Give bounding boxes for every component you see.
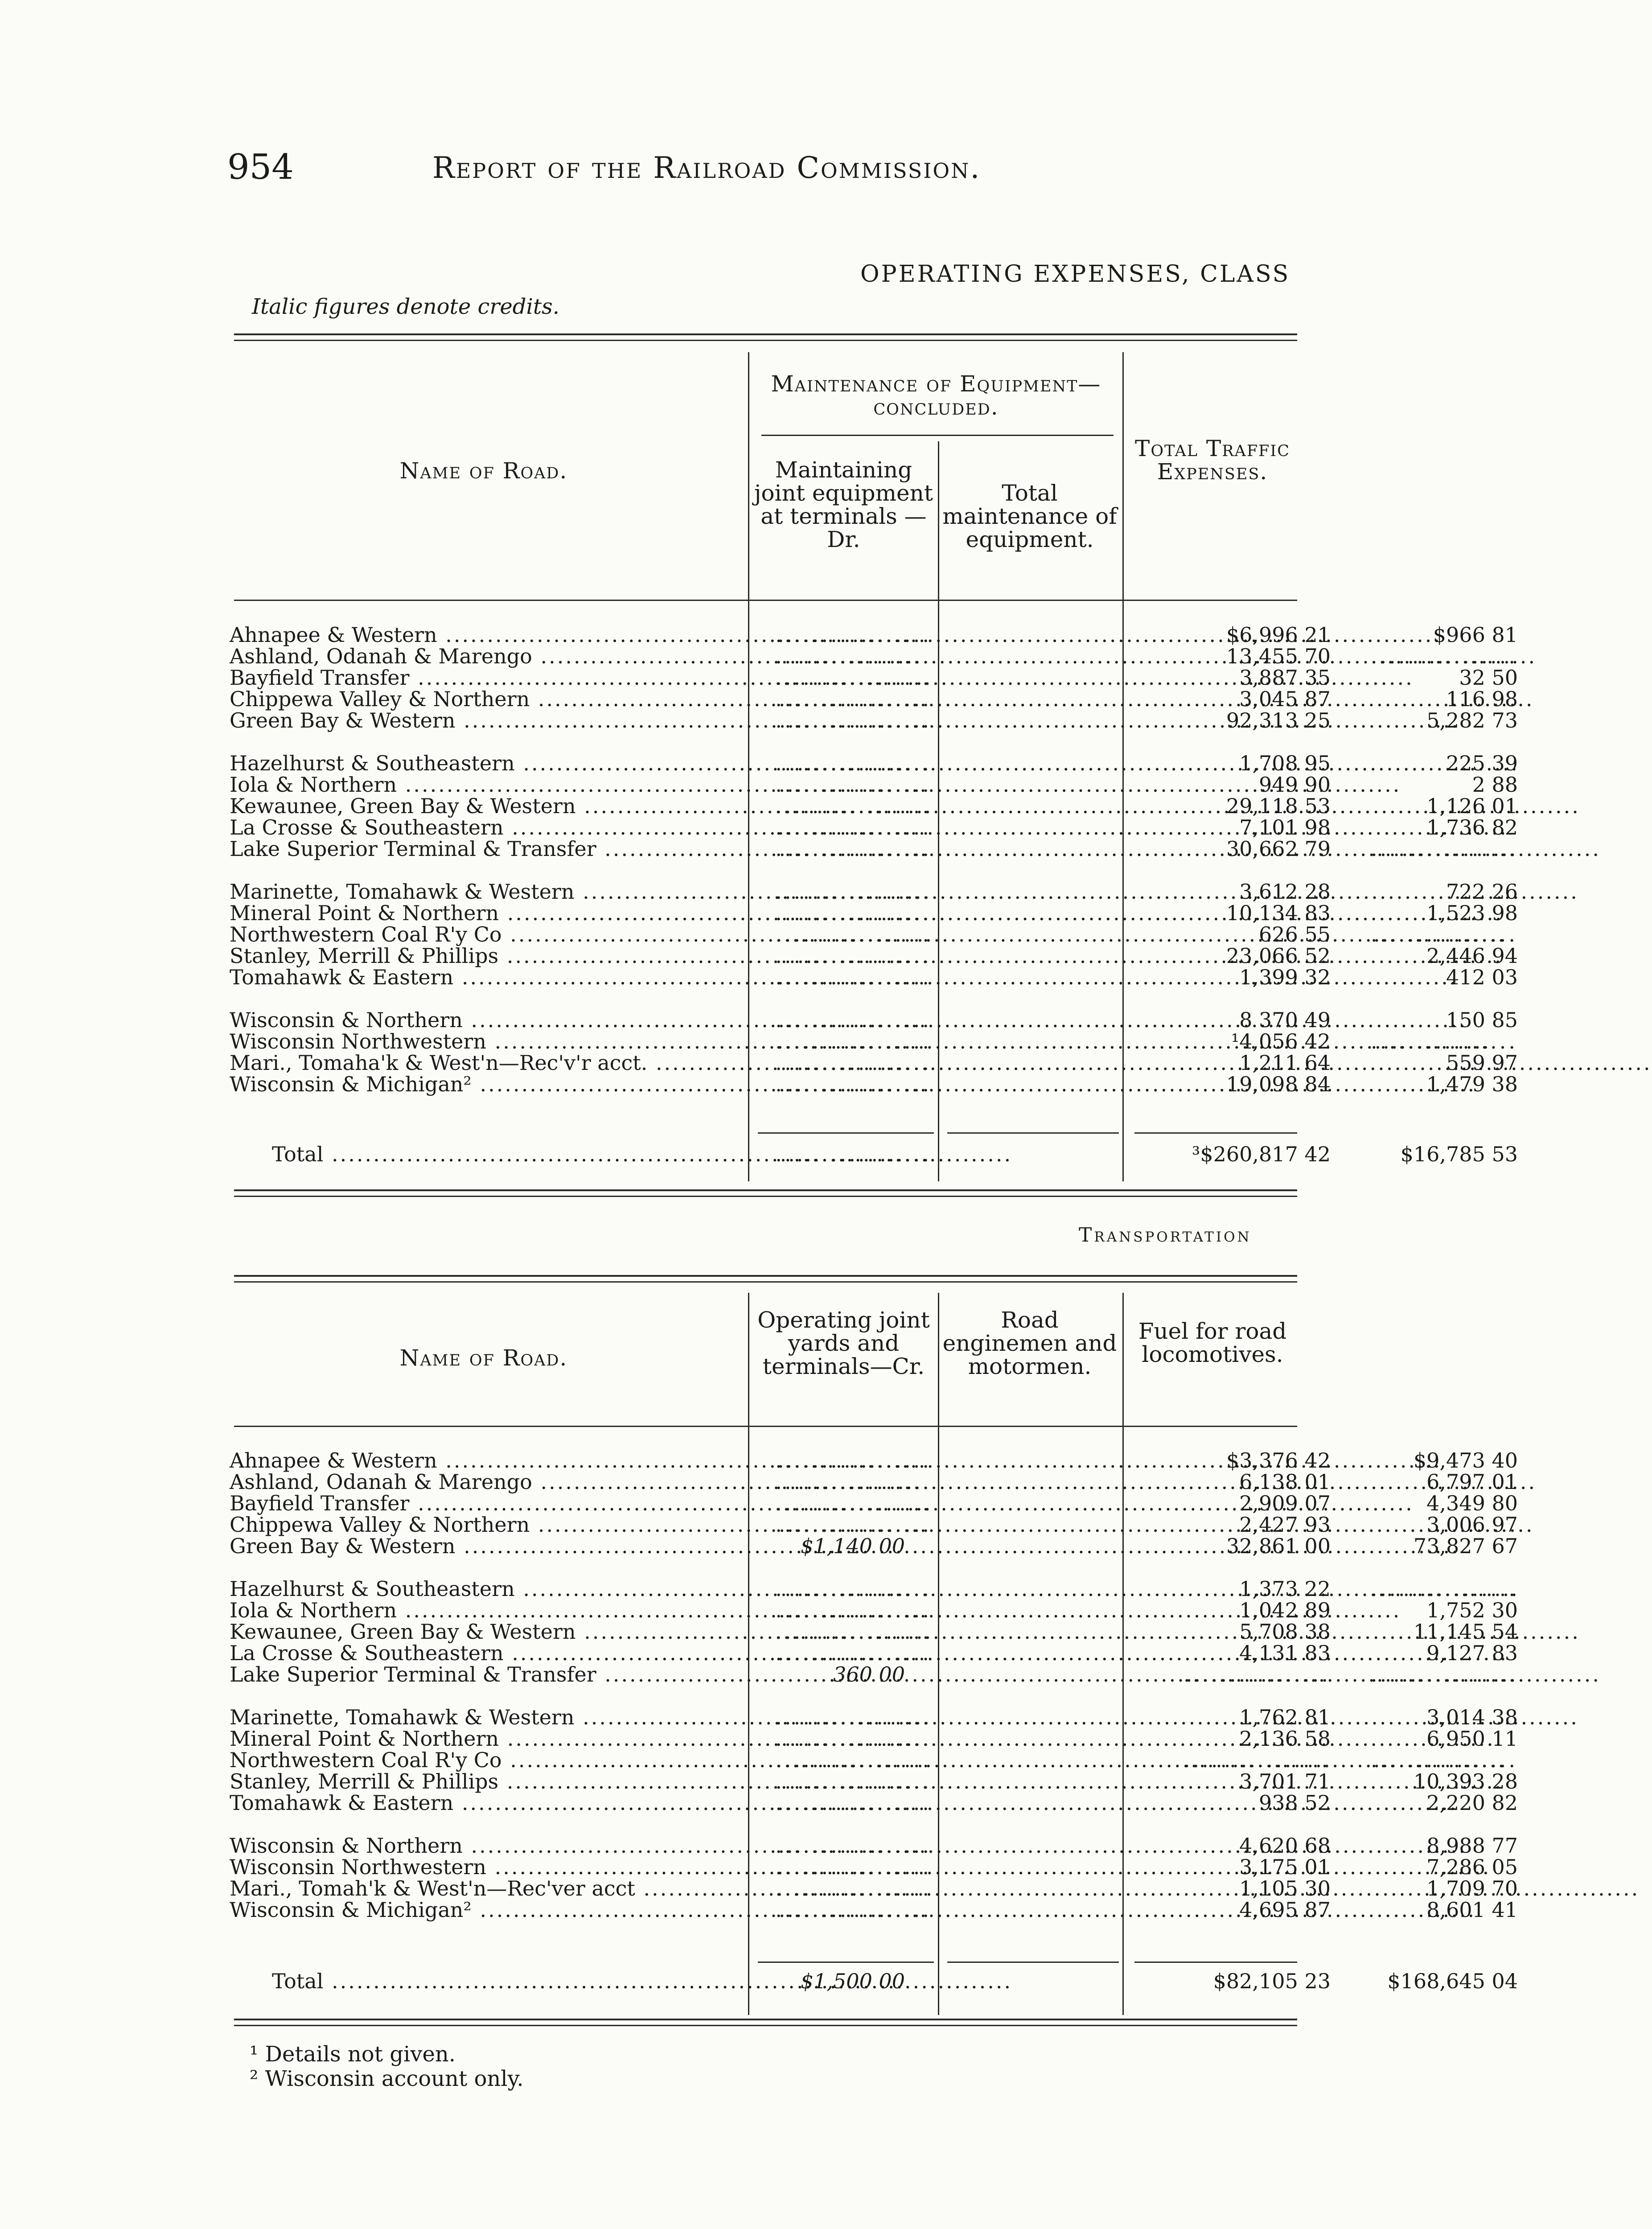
- table1-sum-rule-1: [758, 1132, 934, 1134]
- road-name: Green Bay & Western .....: [230, 1535, 749, 1557]
- col3-cell: ................: [1371, 922, 1518, 946]
- road-name: Tomahawk & Eastern .....: [230, 966, 749, 988]
- table-row: [230, 1748, 1518, 1772]
- col2-cell: 1,762 81: [1239, 1705, 1331, 1729]
- road-name: Iola & Northern .....: [230, 774, 749, 795]
- col1-cell: .................: [775, 1620, 932, 1644]
- col1-cell: .................: [775, 815, 932, 839]
- col1-cell: .................: [775, 751, 932, 775]
- table1-bottom-rule-2: [234, 1196, 1297, 1197]
- col1-cell: .................: [775, 773, 932, 797]
- col1-cell: .................: [775, 1072, 932, 1096]
- road-name: Kewaunee, Green Bay & Western .....: [230, 795, 749, 817]
- col2-cell: 3,175 01: [1239, 1855, 1331, 1879]
- col3-cell: 1,523 98: [1426, 901, 1518, 925]
- col2-cell: 30,662 79: [1226, 837, 1331, 861]
- col2-cell: ................: [1184, 1662, 1331, 1686]
- road-name: Northwestern Coal R'y Co .....: [230, 924, 749, 945]
- road-name: Stanley, Merrill & Phillips .....: [230, 1771, 749, 1792]
- col1-cell: .................: [775, 666, 932, 690]
- row-gap: [230, 731, 1313, 753]
- road-name: Kewaunee, Green Bay & Western .....: [230, 1621, 749, 1642]
- col2-cell: 1,373 22: [1239, 1577, 1331, 1601]
- col1-cell: .................: [775, 901, 932, 925]
- table-row: [230, 1577, 1518, 1601]
- total-label: Total .....: [230, 1143, 749, 1165]
- table2-top-rule: [234, 1275, 1297, 1277]
- road-name: Mari., Tomaha'k & West'n—Rec'v'r acct. .....: [230, 1052, 749, 1073]
- table-row: [230, 1876, 1518, 1900]
- col1-cell: .................: [775, 837, 932, 861]
- col2-cell: 5,708 38: [1239, 1620, 1331, 1644]
- col2-cell: $6,996 21: [1226, 623, 1331, 647]
- table2-header-rule: [234, 1426, 1297, 1427]
- table1-total: [230, 1142, 1518, 1166]
- col3-cell: ................: [1371, 837, 1518, 861]
- col1-cell: .................: [775, 1727, 932, 1751]
- table2-header-col2: Road enginemen and motormen.: [942, 1307, 1117, 1379]
- col1-cell: .................: [775, 1491, 932, 1515]
- footnote-1: ¹ Details not given.: [250, 2042, 456, 2067]
- col3-cell: 6,950 11: [1426, 1727, 1518, 1751]
- col3-cell: 3,006 97: [1426, 1513, 1518, 1537]
- col3-cell: 1,709 70: [1426, 1876, 1518, 1900]
- col1-cell: .................: [775, 880, 932, 904]
- col1-cell: .................: [775, 1641, 932, 1665]
- col2-cell: 949 90: [1259, 773, 1331, 797]
- col2-cell: 23,066 52: [1226, 944, 1331, 968]
- table-row: [230, 1534, 1518, 1558]
- table-row: [230, 880, 1518, 904]
- col1-cell: .................: [775, 1513, 932, 1537]
- row-gap: [230, 988, 1313, 1009]
- col2-cell: 32,861 00: [1226, 1534, 1331, 1558]
- table2-bottom-rule-2: [234, 2025, 1297, 2026]
- road-name: Bayfield Transfer .....: [230, 667, 749, 688]
- col2-cell: 4,620 68: [1239, 1834, 1331, 1858]
- col2-cell: 3,887 35: [1239, 666, 1331, 690]
- table1-header-group: Maintenance of Equipment—concluded.: [771, 371, 1101, 420]
- table1-header-rule: [234, 600, 1297, 601]
- road-name: Hazelhurst & Southeastern .....: [230, 753, 749, 774]
- col1-cell: .................: [775, 1898, 932, 1922]
- col1-cell: .................: [775, 644, 932, 668]
- table2-sum-rule-3: [1134, 1962, 1297, 1963]
- road-name: Ashland, Odanah & Marengo .....: [230, 646, 749, 667]
- table2-bottom-rule: [234, 2019, 1297, 2020]
- table2-total: [230, 1969, 1518, 1993]
- total-row: [230, 1142, 1518, 1166]
- col3-cell: 1,479 38: [1426, 1072, 1518, 1096]
- table2-sum-rule-2: [947, 1962, 1119, 1963]
- col1-cell: .................: [775, 1705, 932, 1729]
- col3-cell: ................: [1371, 1748, 1518, 1772]
- table-row: [230, 1662, 1518, 1686]
- col2-cell: 4,695 87: [1239, 1898, 1331, 1922]
- table-row: [230, 1620, 1518, 1644]
- col2-cell: 6,138 01: [1239, 1470, 1331, 1494]
- road-name: Mineral Point & Northern .....: [230, 1728, 749, 1749]
- page-number: 954: [227, 147, 294, 187]
- table1-body: [230, 623, 1518, 1096]
- col3-cell: ................: [1371, 1029, 1518, 1053]
- col3-cell: 2,220 82: [1426, 1791, 1518, 1815]
- road-name: Tomahawk & Eastern .....: [230, 1792, 749, 1814]
- col1-cell: .................: [775, 1448, 932, 1472]
- footnote-2: ² Wisconsin account only.: [250, 2066, 524, 2091]
- total-label: Total .....: [230, 1970, 749, 1992]
- col3-cell: 3,014 38: [1426, 1705, 1518, 1729]
- table-row: [230, 1791, 1518, 1815]
- road-name: Chippewa Valley & Northern .....: [230, 688, 749, 710]
- col3-cell: ................: [1371, 1577, 1518, 1601]
- road-name: Stanley, Merrill & Phillips .....: [230, 945, 749, 966]
- table-row: [230, 1727, 1518, 1751]
- col3-cell: $9,473 40: [1413, 1448, 1518, 1472]
- col3-cell: 9,127 83: [1426, 1641, 1518, 1665]
- col2-cell: 1,708 95: [1239, 751, 1331, 775]
- col1-cell: .................: [775, 1876, 932, 1900]
- table1-top-rule-2: [234, 340, 1297, 341]
- col3-cell: 2 88: [1472, 773, 1518, 797]
- road-name: Marinette, Tomahawk & Western .....: [230, 881, 749, 902]
- col3-cell: 10,393 28: [1413, 1769, 1518, 1793]
- table-row: [230, 1072, 1518, 1096]
- table1-group-rule: [761, 435, 1114, 436]
- col2-cell: 2,909 07: [1239, 1491, 1331, 1515]
- col2-cell: 3,612 28: [1239, 880, 1331, 904]
- col3-cell: 2,446 94: [1426, 944, 1518, 968]
- col3-cell: 6,797 01: [1426, 1470, 1518, 1494]
- table-row: [230, 1705, 1518, 1729]
- col1-cell: .................: [775, 623, 932, 647]
- row-gap: [230, 860, 1313, 881]
- table-row: [230, 1491, 1518, 1515]
- col3-cell: ................: [1371, 644, 1518, 668]
- road-name: Marinette, Tomahawk & Western .....: [230, 1707, 749, 1728]
- col1-cell: .................: [775, 965, 932, 989]
- row-gap: [230, 1557, 1313, 1578]
- col1-cell: 360 00: [833, 1662, 905, 1686]
- col3-cell: 11,145 54: [1413, 1620, 1518, 1644]
- col1-cell: .................: [775, 1142, 932, 1166]
- table2-header-col3: Fuel for road locomotives.: [1138, 1318, 1287, 1367]
- col3-cell: 4,349 80: [1426, 1491, 1518, 1515]
- section-transportation: Transportation: [1079, 1224, 1252, 1246]
- col2-total: $82,105 23: [1213, 1969, 1331, 1993]
- col3-cell: 32 50: [1459, 666, 1518, 690]
- table-row: [230, 794, 1518, 818]
- table2-top-rule-2: [234, 1281, 1297, 1283]
- table-row: [230, 773, 1518, 797]
- col1-cell: .................: [775, 922, 932, 946]
- col2-cell: 1,399 32: [1239, 965, 1331, 989]
- total-row: [230, 1969, 1518, 1993]
- col2-cell: 1,042 89: [1239, 1598, 1331, 1622]
- table-row: [230, 922, 1518, 946]
- table1-bottom-rule: [234, 1189, 1297, 1191]
- col1-cell: $1,140 00: [800, 1534, 905, 1558]
- table-row: [230, 687, 1518, 711]
- road-name: Green Bay & Western .....: [230, 710, 749, 731]
- col3-cell: $966 81: [1433, 623, 1518, 647]
- table-row: [230, 623, 1518, 647]
- col1-cell: .................: [775, 1008, 932, 1032]
- table-row: [230, 644, 1518, 668]
- col3-cell: 1,752 30: [1426, 1598, 1518, 1622]
- col3-cell: 8,601 41: [1426, 1898, 1518, 1922]
- road-name: Ashland, Odanah & Marengo .....: [230, 1471, 749, 1493]
- col3-cell: 150 85: [1446, 1008, 1518, 1032]
- table-row: [230, 1641, 1518, 1665]
- section-subtitle: OPERATING EXPENSES, CLASS: [860, 261, 1290, 288]
- row-gap: [230, 1685, 1313, 1707]
- road-name: Lake Superior Terminal & Transfer .....: [230, 1664, 749, 1685]
- table1-header-col3: Total Traffic Expenses.: [1134, 436, 1290, 485]
- col2-cell: 13,455 70: [1226, 644, 1331, 668]
- table2-sum-rule-1: [758, 1962, 934, 1963]
- page-title: Report of the Railroad Commission.: [432, 151, 981, 185]
- table-row: [230, 1769, 1518, 1793]
- road-name: Wisconsin & Michigan² .....: [230, 1899, 749, 1921]
- col1-cell: .................: [775, 1029, 932, 1053]
- col2-cell: 8 370 49: [1239, 1008, 1331, 1032]
- road-name: Hazelhurst & Southeastern .....: [230, 1578, 749, 1600]
- col2-cell: 1,105 30: [1239, 1876, 1331, 1900]
- col3-cell: 225 39: [1446, 751, 1518, 775]
- col2-cell: 938 52: [1259, 1791, 1331, 1815]
- col2-cell: 19,098 84: [1226, 1072, 1331, 1096]
- table-row: [230, 1898, 1518, 1922]
- table-row: [230, 1598, 1518, 1622]
- col3-cell: 559 97: [1446, 1051, 1518, 1075]
- col1-cell: .................: [775, 1598, 932, 1622]
- col2-cell: ................: [1184, 1748, 1331, 1772]
- road-name: Chippewa Valley & Northern .....: [230, 1514, 749, 1535]
- table-row: [230, 815, 1518, 839]
- col2-cell: 7,101 98: [1239, 815, 1331, 839]
- table-row: [230, 1448, 1518, 1472]
- col3-total: $16,785 53: [1400, 1142, 1518, 1166]
- col2-total: ³$260,817 42: [1192, 1142, 1331, 1166]
- road-name: Wisconsin & Northern .....: [230, 1009, 749, 1031]
- table1-sum-rule-2: [947, 1132, 1119, 1134]
- col3-cell: 1,736 82: [1426, 815, 1518, 839]
- col2-cell: 92,313 25: [1226, 708, 1331, 732]
- col3-cell: 1,126 01: [1426, 794, 1518, 818]
- col1-cell: .................: [775, 687, 932, 711]
- col1-cell: .................: [775, 1577, 932, 1601]
- col1-cell: .................: [775, 1769, 932, 1793]
- table2-header-col1: Operating joint yards and terminals—Cr.: [757, 1307, 930, 1379]
- col3-cell: 7,286 05: [1426, 1855, 1518, 1879]
- road-name: Iola & Northern .....: [230, 1600, 749, 1621]
- col2-cell: 10,134 83: [1226, 901, 1331, 925]
- col3-cell: 722 26: [1446, 880, 1518, 904]
- col1-cell: .................: [775, 1470, 932, 1494]
- col2-cell: 2,427 93: [1239, 1513, 1331, 1537]
- col2-cell: 2,136 58: [1239, 1727, 1331, 1751]
- col1-cell: .................: [775, 1748, 932, 1772]
- road-name: Wisconsin & Northern .....: [230, 1835, 749, 1856]
- col1-cell: .................: [775, 1855, 932, 1879]
- col3-cell: 8,988 77: [1426, 1834, 1518, 1858]
- col2-cell: ¹4,056 42: [1231, 1029, 1331, 1053]
- road-name: La Crosse & Southeastern .....: [230, 817, 749, 838]
- table2-body: [230, 1448, 1518, 1922]
- col1-cell: .................: [775, 1051, 932, 1075]
- col2-cell: 4,131 83: [1239, 1641, 1331, 1665]
- col1-cell: .................: [775, 708, 932, 732]
- col1-cell: .................: [775, 794, 932, 818]
- col3-cell: 412 03: [1446, 965, 1518, 989]
- row-gap: [230, 1814, 1313, 1835]
- table2-header-name: Name of Road.: [399, 1345, 568, 1371]
- col2-cell: 626 55: [1259, 922, 1331, 946]
- col3-total: $168,645 04: [1387, 1969, 1518, 1993]
- col3-cell: 73,827 67: [1413, 1534, 1518, 1558]
- table-row: [230, 708, 1518, 732]
- road-name: Mari., Tomah'k & West'n—Rec'ver acct .....: [230, 1878, 749, 1899]
- road-name: Ahnapee & Western .....: [230, 1450, 749, 1471]
- road-name: Mineral Point & Northern .....: [230, 902, 749, 924]
- table1-top-rule: [234, 333, 1297, 335]
- table-row: [230, 837, 1518, 861]
- table1-header-col2: Total maintenance of equipment.: [942, 480, 1117, 552]
- italic-note: Italic figures denote credits.: [252, 294, 559, 319]
- road-name: Lake Superior Terminal & Transfer .....: [230, 838, 749, 860]
- table-row: [230, 666, 1518, 690]
- table-row: [230, 944, 1518, 968]
- table-row: [230, 1008, 1518, 1032]
- col1-cell: .................: [775, 1791, 932, 1815]
- road-name: Northwestern Coal R'y Co .....: [230, 1749, 749, 1771]
- col2-cell: 1,211 64: [1239, 1051, 1331, 1075]
- col1-cell: .................: [775, 1834, 932, 1858]
- table-row: [230, 1834, 1518, 1858]
- col1-total: $1,500 00: [800, 1969, 905, 1993]
- table-row: [230, 1470, 1518, 1494]
- table-row: [230, 1855, 1518, 1879]
- table1-header-col1: Maintaining joint equipment at terminals —Dr.: [754, 457, 933, 552]
- road-name: Wisconsin Northwestern .....: [230, 1031, 749, 1052]
- col2-cell: 3,701 71: [1239, 1769, 1331, 1793]
- table-row: [230, 1051, 1518, 1075]
- table-row: [230, 1029, 1518, 1053]
- col3-cell: 5,282 73: [1426, 708, 1518, 732]
- road-name: La Crosse & Southeastern .....: [230, 1642, 749, 1664]
- table-row: [230, 965, 1518, 989]
- col3-cell: 116 98: [1446, 687, 1518, 711]
- table1-header-name: Name of Road.: [399, 458, 568, 484]
- col2-cell: 29,118 53: [1226, 794, 1331, 818]
- col2-cell: $3,376 42: [1226, 1448, 1331, 1472]
- road-name: Wisconsin Northwestern .....: [230, 1856, 749, 1878]
- table-row: [230, 751, 1518, 775]
- road-name: Ahnapee & Western .....: [230, 624, 749, 646]
- table-row: [230, 1513, 1518, 1537]
- road-name: Bayfield Transfer .....: [230, 1493, 749, 1514]
- col2-cell: 3,045 87: [1239, 687, 1331, 711]
- col3-cell: ................: [1371, 1662, 1518, 1686]
- table1-sum-rule-3: [1134, 1132, 1297, 1134]
- table-row: [230, 901, 1518, 925]
- col1-cell: .................: [775, 944, 932, 968]
- road-name: Wisconsin & Michigan² .....: [230, 1073, 749, 1095]
